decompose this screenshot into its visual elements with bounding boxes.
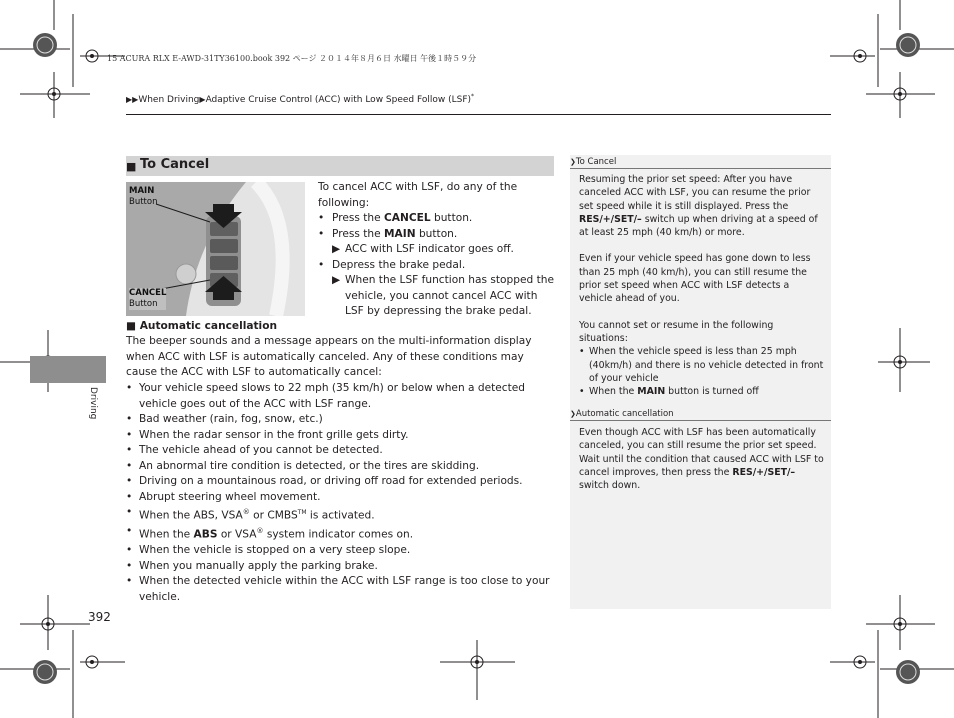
list-item: • When you manually apply the parking brake. [126,559,378,572]
note-heading-auto-cancel[interactable]: ❯Automatic cancellation [570,408,831,421]
breadcrumb-arrow-icon: ▶▶ [126,95,139,104]
list-item: • When the ABS, VSA® or CMBS™ is activated. [126,506,375,522]
list-item: • Your vehicle speed slows to 22 mph (35 km/h) or below when a detected vehicle goes out of the ACC with LSF range. [126,382,526,410]
list-item: • When the detected vehicle within the ACC with LSF range is too close to your vehicle. [126,575,550,603]
list-subitem: ▶ ACC with LSF indicator goes off. [318,242,554,258]
list-item: • Bad weather (rain, fog, snow, etc.) [126,413,323,425]
list-item: • Driving on a mountainous road, or driving off road for extended periods. [126,475,523,487]
list-item: • When the ABS or VSA® system indicator comes on. [126,525,414,541]
breadcrumb-level2[interactable]: Adaptive Cruise Control (ACC) with Low Speed Follow (LSF) [205,95,472,105]
result-arrow-icon: ▶ [332,243,341,255]
breadcrumb-level1[interactable]: When Driving [138,95,200,105]
cancel-lead: To cancel ACC with LSF, do any of the following: [318,181,518,209]
list-item: • When the vehicle speed is less than 25 mph (40km/h) and there is no vehicle detected in front of your vehicle [579,346,824,384]
list-item: • When the radar sensor in the front grille gets dirty. [126,428,409,441]
list-item: • Press the MAIN button. [318,227,458,240]
list-item: • An abnormal tire condition is detected, or the tires are skidding. [126,459,480,472]
result-arrow-icon: ▶ [332,274,341,286]
breadcrumb-separator-icon: ▶ [199,95,206,104]
list-subitem: ▶ When the LSF function has stopped the vehicle, you cannot cancel ACC with LSF by depressing the brake pedal. [332,274,554,317]
list-item: • When the MAIN button is turned off [579,386,759,398]
chapter-tab-label: Driving [88,387,98,420]
cancel-instructions [318,180,554,320]
breadcrumb [126,93,474,105]
chapter-tab[interactable] [30,356,106,383]
header-rule [126,114,831,115]
section-heading [126,156,554,176]
list-item: • Press the CANCEL button. [318,212,473,224]
list-item: • When the vehicle is stopped on a very steep slope. [126,544,411,557]
subsection-marker-icon: ■ [126,320,137,332]
cancel-button-callout: CANCEL Button [129,288,167,309]
main-button-callout: MAIN Button [129,186,158,207]
page-number: 392 [88,610,111,624]
list-item: • Depress the brake pedal. [318,258,466,271]
notes-panel [570,155,831,609]
auto-cancel-heading: ■ Automatic cancellation [126,320,278,332]
list-item: • The vehicle ahead of you cannot be detected. [126,444,383,456]
auto-cancel-conditions [126,381,556,605]
list-item: • Abrupt steering wheel movement. [126,490,321,503]
print-file-line: 15 ACURA RLX E-AWD-31TY36100.book 392 ページ ２０１４年８月６日 水曜日 午後１時５９分 [107,54,477,63]
note-body-to-cancel: Resuming the prior set speed: After you have canceled ACC with LSF, you can resume the prior set speed while it is still displayed. Press the RES/+/SET/– switch up when driving at a speed of at least 25 mph (40 km/h) or more. Even if your vehicle speed has gone down to less than 25 mph (40 km/h), you can still resume the prior set speed when ACC with LSF detects a vehicle ahead of you. You cannot set or resume in the following situations: • When the vehicle speed is less than 25 mph (40km/h) and there is no vehicle detected in front of your vehicle • When the MAIN button is turned off [579,174,824,398]
section-title: To Cancel [140,157,210,172]
note-link-icon: ❯ [570,158,576,166]
breadcrumb-marker: * [471,93,475,100]
note-heading-to-cancel[interactable]: ❯To Cancel [570,156,831,169]
section-marker-icon: ■ [126,160,137,173]
auto-cancel-paragraph: The beeper sounds and a message appears on the multi-information display when ACC with LSF is automatically canceled. Any of these conditions may cause the ACC with LSF to automatically cancel: [126,335,532,378]
note-link-icon: ❯ [570,410,576,418]
note-body-auto-cancel: Even though ACC with LSF has been automatically canceled, you can still resume the prior set speed. Wait until the condition that caused ACC with LSF to cancel improves, then press the RES/+/SET/– switch down. [579,427,824,492]
steering-wheel-figure [126,182,305,316]
